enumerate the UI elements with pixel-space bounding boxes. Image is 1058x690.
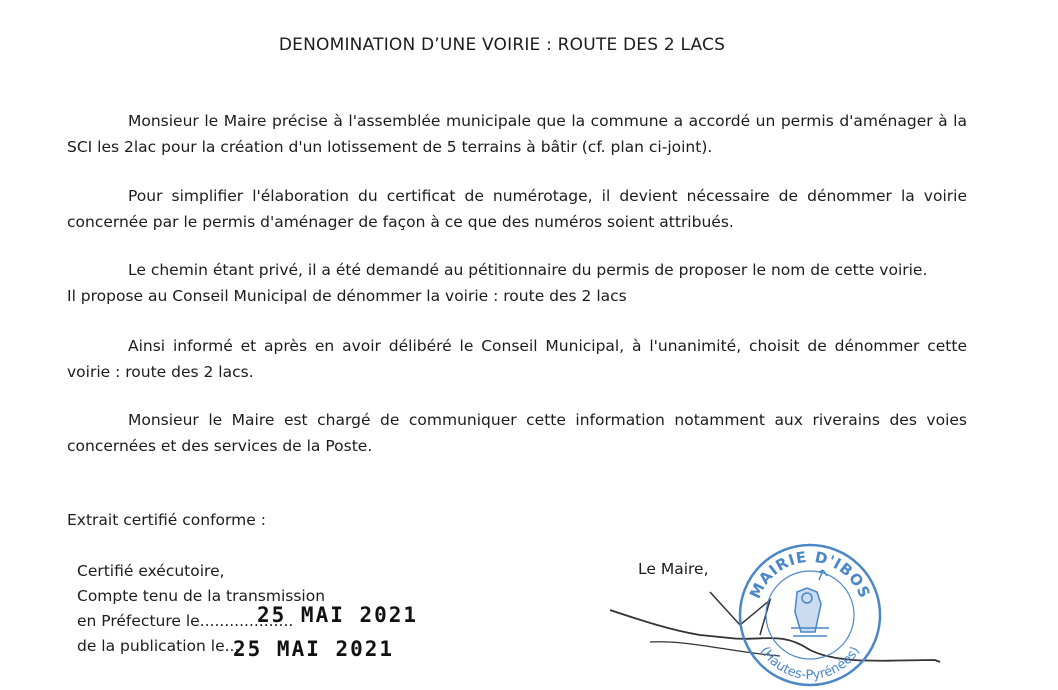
paragraph-text: Monsieur le Maire est chargé de communiquer cette information notamment aux riverains des voies concernées et des services de la Poste. <box>67 411 967 455</box>
transmission-date-stamp: 25 MAI 2021 <box>257 603 419 627</box>
marianne-emblem <box>791 570 829 636</box>
paragraph-text: Pour simplifier l'élaboration du certificat de numérotage, il devient nécessaire de dénommer la voirie concernée par le permis d'aménager de façon à ce que des numéros soient attribués. <box>67 187 967 231</box>
certification-line: de la publication le... <box>77 637 240 655</box>
certification-line: Certifié exécutoire, <box>77 562 225 580</box>
paragraph-chemin <box>67 257 967 309</box>
certification-line: en Préfecture le................... <box>77 612 294 630</box>
document-title: DENOMINATION D’UNE VOIRIE : ROUTE DES 2 LACS <box>278 35 726 55</box>
paragraph-text: Ainsi informé et après en avoir délibéré le Conseil Municipal, à l'unanimité, choisit de dénommer cette voirie : route des 2 lacs. <box>67 337 967 381</box>
svg-text:(Hautes-Pyrénées) <box>757 644 863 683</box>
paragraph-text: Il propose au Conseil Municipal de dénommer la voirie : route des 2 lacs <box>67 287 627 305</box>
paragraph-text: Monsieur le Maire précise à l'assemblée municipale que la commune a accordé un permis d'aménager à la SCI les 2lac pour la création d'un lotissement de 5 terrains à bâtir (cf. plan ci-joint). <box>67 112 967 156</box>
certification-line: Compte tenu de la transmission <box>77 587 326 605</box>
publication-date-stamp: 25 MAI 2021 <box>233 637 395 661</box>
seal-top-text: MAIRIE D'IBOS <box>746 547 874 602</box>
paragraph-numerotage <box>67 183 967 235</box>
seal-bottom-text: (Hautes-Pyrénées) <box>756 644 864 684</box>
paragraph-deliberation <box>67 333 967 385</box>
mairie-seal <box>735 540 885 690</box>
paragraph-permis <box>67 108 967 160</box>
signature-label: Le Maire, <box>638 560 709 578</box>
paragraph-communication <box>67 407 967 459</box>
paragraph-text: Le chemin étant privé, il a été demandé au pétitionnaire du permis de proposer le nom de cette voirie. <box>128 261 928 279</box>
extrait-label: Extrait certifié conforme : <box>67 511 266 529</box>
